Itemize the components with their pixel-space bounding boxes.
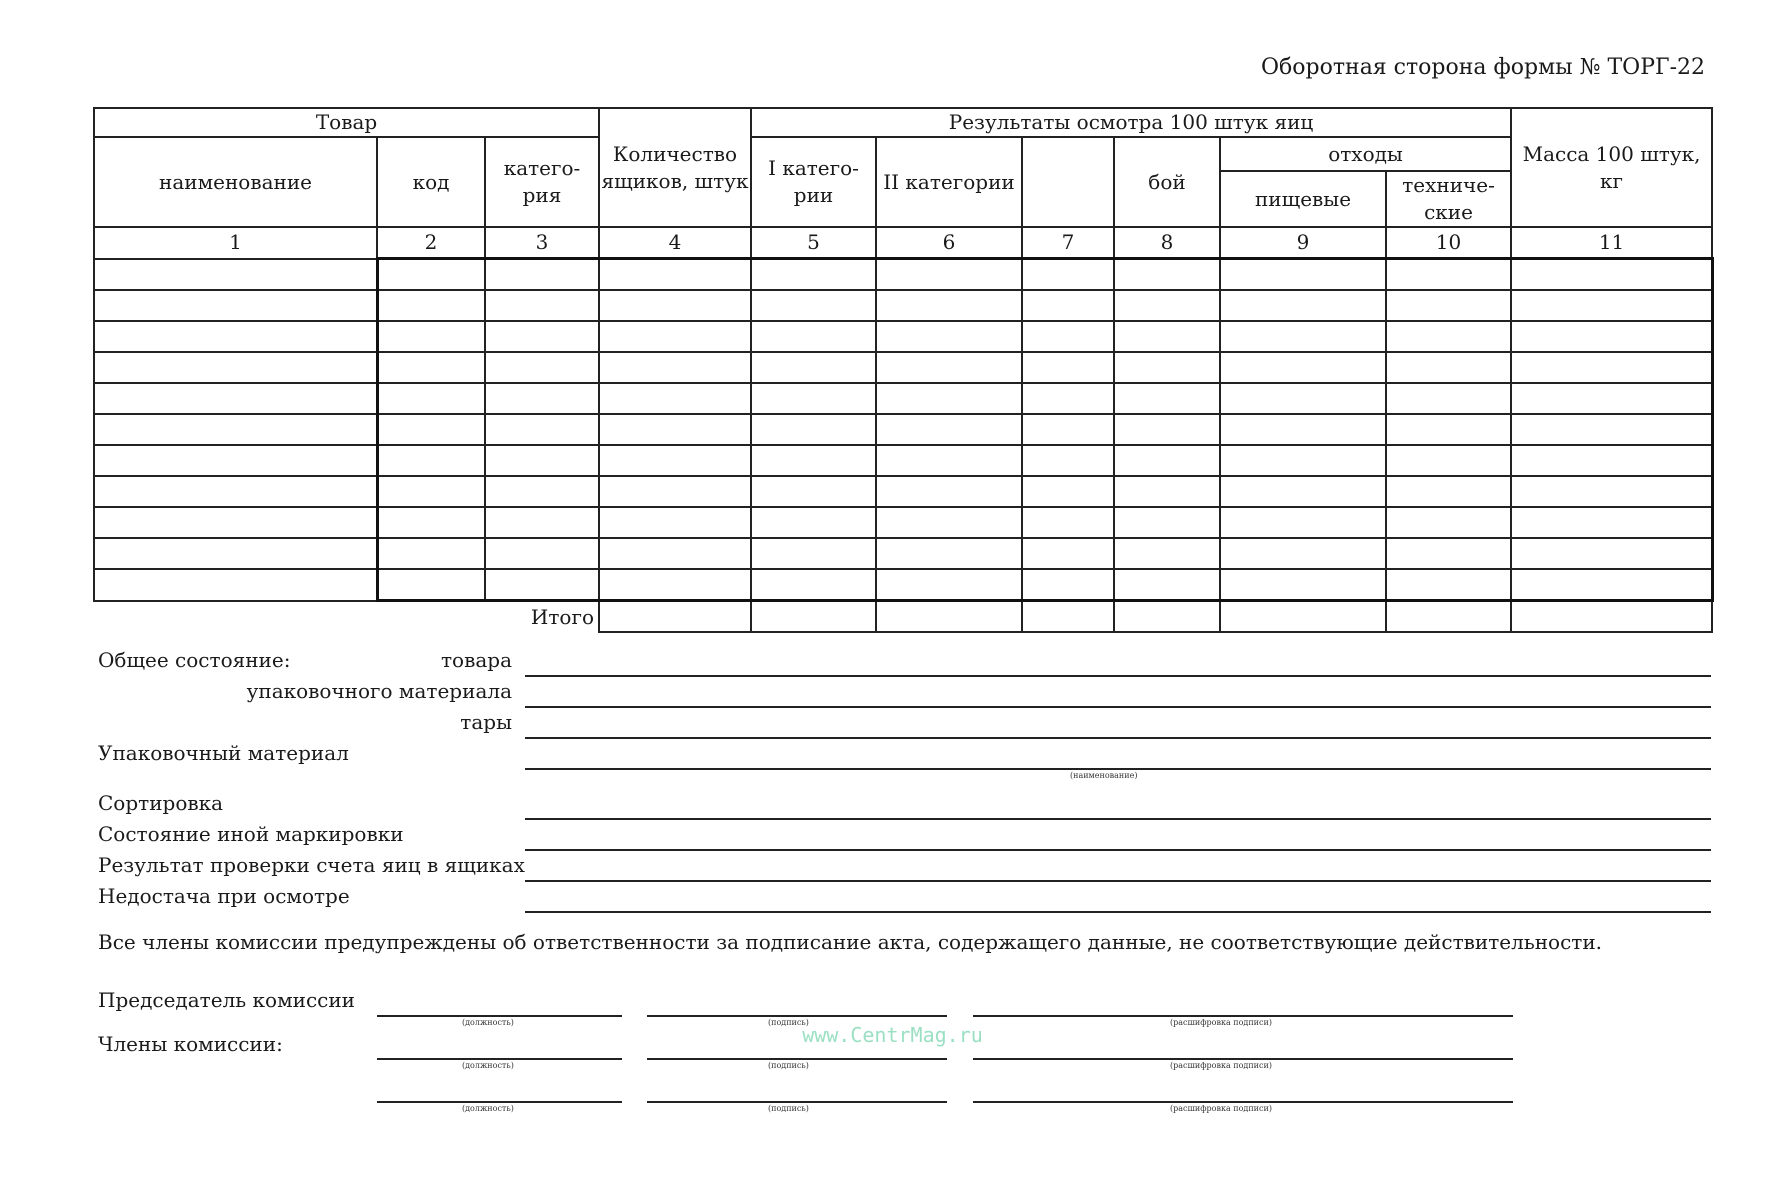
- table-cell[interactable]: [485, 476, 599, 507]
- table-row: [94, 476, 1712, 507]
- table-cell[interactable]: [94, 445, 377, 476]
- table-cell[interactable]: [1114, 569, 1220, 601]
- header-othody: отходы: [1220, 137, 1511, 171]
- table-cell[interactable]: [1511, 290, 1712, 321]
- table-row: [94, 290, 1712, 321]
- total-cell[interactable]: [1511, 601, 1712, 633]
- total-cell[interactable]: [1386, 601, 1511, 633]
- header-naimenovanie: наименование: [94, 137, 377, 227]
- table-cell[interactable]: [1022, 259, 1114, 291]
- col-number: 1: [94, 227, 377, 259]
- col-number: 5: [751, 227, 876, 259]
- label-markirovka: Состояние иной маркировки: [98, 822, 404, 846]
- table-cell[interactable]: [1386, 414, 1511, 445]
- chairman-decode-line[interactable]: [973, 1015, 1513, 1017]
- table-cell[interactable]: [1022, 383, 1114, 414]
- table-cell[interactable]: [94, 321, 377, 352]
- hint-rasshifrovka: (расшифровка подписи): [1170, 1061, 1272, 1070]
- table-cell[interactable]: [751, 352, 876, 383]
- table-cell[interactable]: [1511, 445, 1712, 476]
- table-cell[interactable]: [377, 290, 485, 321]
- label-rezultat: Результат проверки счета яиц в ящиках: [98, 853, 525, 877]
- table-cell[interactable]: [599, 538, 751, 569]
- col-number: 11: [1511, 227, 1712, 259]
- table-cell[interactable]: [876, 321, 1022, 352]
- hint-dolzhnost: (должность): [462, 1061, 514, 1070]
- table-cell[interactable]: [1114, 507, 1220, 538]
- label-chairman: Председатель комиссии: [98, 988, 356, 1012]
- table-cell[interactable]: [599, 445, 751, 476]
- header-pishchevye: пищевые: [1220, 171, 1386, 227]
- label-sortirovka: Сортировка: [98, 791, 224, 815]
- table-cell[interactable]: [94, 259, 377, 291]
- table-cell[interactable]: [1114, 383, 1220, 414]
- table-cell[interactable]: [1022, 352, 1114, 383]
- table-cell[interactable]: [1114, 321, 1220, 352]
- table-cell[interactable]: [876, 414, 1022, 445]
- table-cell[interactable]: [876, 352, 1022, 383]
- member1-position-line[interactable]: [377, 1058, 622, 1060]
- table-cell[interactable]: [1022, 414, 1114, 445]
- table-cell[interactable]: [1022, 476, 1114, 507]
- table-cell[interactable]: [1114, 259, 1220, 291]
- hint-podpis: (подпись): [768, 1104, 809, 1113]
- tary-line[interactable]: [525, 737, 1711, 739]
- table-cell[interactable]: [377, 414, 485, 445]
- table-cell[interactable]: [485, 414, 599, 445]
- col-number: 3: [485, 227, 599, 259]
- header-tovar: Товар: [94, 108, 599, 137]
- table-cell[interactable]: [876, 290, 1022, 321]
- inspection-table: [93, 107, 1714, 633]
- table-cell[interactable]: [1114, 414, 1220, 445]
- header-results: Результаты осмотра 100 штук яиц: [751, 108, 1511, 137]
- table-cell[interactable]: [1511, 321, 1712, 352]
- table-cell[interactable]: [1386, 321, 1511, 352]
- table-row: [94, 383, 1712, 414]
- col-number: 8: [1114, 227, 1220, 259]
- table-cell[interactable]: [751, 383, 876, 414]
- hint-rasshifrovka: (расшифровка подписи): [1170, 1018, 1272, 1027]
- chairman-signature-line[interactable]: [647, 1015, 947, 1017]
- table-cell[interactable]: [599, 383, 751, 414]
- table-cell[interactable]: [485, 290, 599, 321]
- table-cell[interactable]: [1386, 445, 1511, 476]
- table-cell[interactable]: [1220, 321, 1386, 352]
- table-cell[interactable]: [751, 538, 876, 569]
- table-cell[interactable]: [1386, 476, 1511, 507]
- table-cell[interactable]: [876, 383, 1022, 414]
- hint-podpis: (подпись): [768, 1061, 809, 1070]
- table-cell[interactable]: [599, 569, 751, 601]
- table-cell[interactable]: [1114, 352, 1220, 383]
- table-cell[interactable]: [876, 507, 1022, 538]
- table-cell[interactable]: [1220, 259, 1386, 291]
- table-cell[interactable]: [1114, 290, 1220, 321]
- table-cell[interactable]: [1386, 507, 1511, 538]
- header-col7: [1022, 137, 1114, 227]
- table-cell[interactable]: [1220, 352, 1386, 383]
- table-cell[interactable]: [377, 476, 485, 507]
- watermark: www.CentrMag.ru: [802, 1023, 983, 1047]
- table-cell[interactable]: [751, 290, 876, 321]
- col-number: 6: [876, 227, 1022, 259]
- table-cell[interactable]: [751, 321, 876, 352]
- table-cell[interactable]: [1511, 414, 1712, 445]
- member2-decode-line[interactable]: [973, 1101, 1513, 1103]
- table-cell[interactable]: [94, 414, 377, 445]
- table-cell[interactable]: [1386, 569, 1511, 601]
- table-row: [94, 259, 1712, 291]
- table-cell[interactable]: [485, 507, 599, 538]
- hint-dolzhnost: (должность): [462, 1104, 514, 1113]
- member1-signature-line[interactable]: [647, 1058, 947, 1060]
- total-cell[interactable]: [1022, 601, 1114, 633]
- table-cell[interactable]: [485, 259, 599, 291]
- table-cell[interactable]: [377, 507, 485, 538]
- table-cell[interactable]: [1511, 352, 1712, 383]
- total-cell[interactable]: [751, 601, 876, 633]
- warning-text: Все члены комиссии предупреждены об ответственности за подписание акта, содержащего данные, не соответствующие действительности.: [98, 930, 1603, 954]
- label-tovara: товара: [440, 648, 512, 672]
- table-cell[interactable]: [751, 445, 876, 476]
- sortirovka-line[interactable]: [525, 818, 1711, 820]
- nedostacha-line[interactable]: [525, 911, 1711, 913]
- table-cell[interactable]: [1386, 259, 1511, 291]
- table-cell[interactable]: [377, 538, 485, 569]
- table-cell[interactable]: [1022, 321, 1114, 352]
- member1-decode-line[interactable]: [973, 1058, 1513, 1060]
- table-cell[interactable]: [599, 290, 751, 321]
- chairman-position-line[interactable]: [377, 1015, 622, 1017]
- table-cell[interactable]: [377, 569, 485, 601]
- table-row: [94, 569, 1712, 601]
- markirovka-line[interactable]: [525, 849, 1711, 851]
- table-cell[interactable]: [1022, 538, 1114, 569]
- table-cell[interactable]: [599, 507, 751, 538]
- col-number: 9: [1220, 227, 1386, 259]
- table-cell[interactable]: [94, 538, 377, 569]
- label-nedostacha: Недостача при осмотре: [98, 884, 350, 908]
- table-cell[interactable]: [485, 569, 599, 601]
- col-number: 4: [599, 227, 751, 259]
- table-cell[interactable]: [1220, 445, 1386, 476]
- col-number: 10: [1386, 227, 1511, 259]
- table-row: [94, 352, 1712, 383]
- table-cell[interactable]: [1220, 414, 1386, 445]
- header-tehnicheskie: техниче-ские: [1386, 171, 1511, 227]
- hint-podpis: (подпись): [768, 1018, 809, 1027]
- table-cell[interactable]: [1114, 445, 1220, 476]
- table-cell[interactable]: [1220, 383, 1386, 414]
- table-cell[interactable]: [876, 476, 1022, 507]
- table-row: [94, 445, 1712, 476]
- table-cell[interactable]: [876, 259, 1022, 291]
- header-ii-kat: II категории: [876, 137, 1022, 227]
- label-obshchee: Общее состояние:: [98, 648, 291, 672]
- table-cell[interactable]: [876, 445, 1022, 476]
- table-cell[interactable]: [485, 352, 599, 383]
- table-cell[interactable]: [876, 569, 1022, 601]
- table-cell[interactable]: [377, 352, 485, 383]
- upakovochnogo-line[interactable]: [525, 706, 1711, 708]
- table-cell[interactable]: [1022, 569, 1114, 601]
- table-cell[interactable]: [1511, 383, 1712, 414]
- table-cell[interactable]: [876, 538, 1022, 569]
- table-cell[interactable]: [599, 476, 751, 507]
- table-cell[interactable]: [599, 321, 751, 352]
- table-cell[interactable]: [94, 383, 377, 414]
- table-cell[interactable]: [1511, 538, 1712, 569]
- table-cell[interactable]: [751, 476, 876, 507]
- table-row: [94, 538, 1712, 569]
- table-cell[interactable]: [1220, 507, 1386, 538]
- table-cell[interactable]: [1386, 538, 1511, 569]
- upak-material-line[interactable]: [525, 768, 1711, 770]
- total-cell[interactable]: [1220, 601, 1386, 633]
- table-cell[interactable]: [1511, 476, 1712, 507]
- table-cell[interactable]: [1386, 290, 1511, 321]
- table-cell[interactable]: [1386, 352, 1511, 383]
- table-cell[interactable]: [1511, 569, 1712, 601]
- label-tary: тары: [460, 710, 512, 734]
- table-cell[interactable]: [1220, 538, 1386, 569]
- table-cell[interactable]: [1220, 290, 1386, 321]
- total-label: Итого: [530, 604, 594, 629]
- col-number: 7: [1022, 227, 1114, 259]
- table-cell[interactable]: [599, 414, 751, 445]
- total-cell[interactable]: [876, 601, 1022, 633]
- rezultat-line[interactable]: [525, 880, 1711, 882]
- table-cell[interactable]: [1386, 383, 1511, 414]
- total-cell[interactable]: [1114, 601, 1220, 633]
- tovara-line[interactable]: [525, 675, 1711, 677]
- header-massa: Масса 100 штук, кг: [1511, 108, 1712, 227]
- table-cell[interactable]: [1220, 569, 1386, 601]
- table-cell[interactable]: [1022, 507, 1114, 538]
- table-cell[interactable]: [751, 507, 876, 538]
- header-i-kat: I катего-рии: [751, 137, 876, 227]
- table-cell[interactable]: [94, 476, 377, 507]
- label-upakovochnogo: упаковочного материала: [246, 679, 512, 703]
- table-cell[interactable]: [1511, 259, 1712, 291]
- table-row: [94, 321, 1712, 352]
- table-cell[interactable]: [751, 414, 876, 445]
- label-upak-material: Упаковочный материал: [98, 741, 349, 765]
- member2-signature-line[interactable]: [647, 1101, 947, 1103]
- table-cell[interactable]: [1511, 507, 1712, 538]
- table-cell[interactable]: [377, 383, 485, 414]
- header-kolichestvo: Количество ящиков, штук: [599, 108, 751, 227]
- header-boi: бой: [1114, 137, 1220, 227]
- header-kod: код: [377, 137, 485, 227]
- table-cell[interactable]: [377, 259, 485, 291]
- table-cell[interactable]: [751, 569, 876, 601]
- table-cell[interactable]: [94, 290, 377, 321]
- label-members: Члены комиссии:: [98, 1032, 283, 1056]
- header-kategoriya: катего-рия: [485, 137, 599, 227]
- total-cell[interactable]: [599, 601, 751, 633]
- table-cell[interactable]: [599, 352, 751, 383]
- table-cell[interactable]: [94, 569, 377, 601]
- table-cell[interactable]: [1022, 290, 1114, 321]
- table-cell[interactable]: [377, 445, 485, 476]
- table-cell[interactable]: [751, 259, 876, 291]
- table-cell[interactable]: [377, 321, 485, 352]
- table-cell[interactable]: [94, 507, 377, 538]
- col-number: 2: [377, 227, 485, 259]
- table-cell[interactable]: [485, 383, 599, 414]
- hint-dolzhnost: (должность): [462, 1018, 514, 1027]
- table-row: [94, 414, 1712, 445]
- naimenovanie-hint: (наименование): [1070, 771, 1138, 780]
- table-cell[interactable]: [599, 259, 751, 291]
- table-cell[interactable]: [94, 352, 377, 383]
- table-body: [94, 259, 1712, 601]
- table-cell[interactable]: [485, 538, 599, 569]
- hint-rasshifrovka: (расшифровка подписи): [1170, 1104, 1272, 1113]
- member2-position-line[interactable]: [377, 1101, 622, 1103]
- form-title: Оборотная сторона формы № ТОРГ-22: [1261, 55, 1705, 80]
- table-cell[interactable]: [485, 321, 599, 352]
- table-cell[interactable]: [1114, 538, 1220, 569]
- table-cell[interactable]: [1022, 445, 1114, 476]
- table-cell[interactable]: [1114, 476, 1220, 507]
- table-row: [94, 507, 1712, 538]
- table-cell[interactable]: [485, 445, 599, 476]
- table-cell[interactable]: [1220, 476, 1386, 507]
